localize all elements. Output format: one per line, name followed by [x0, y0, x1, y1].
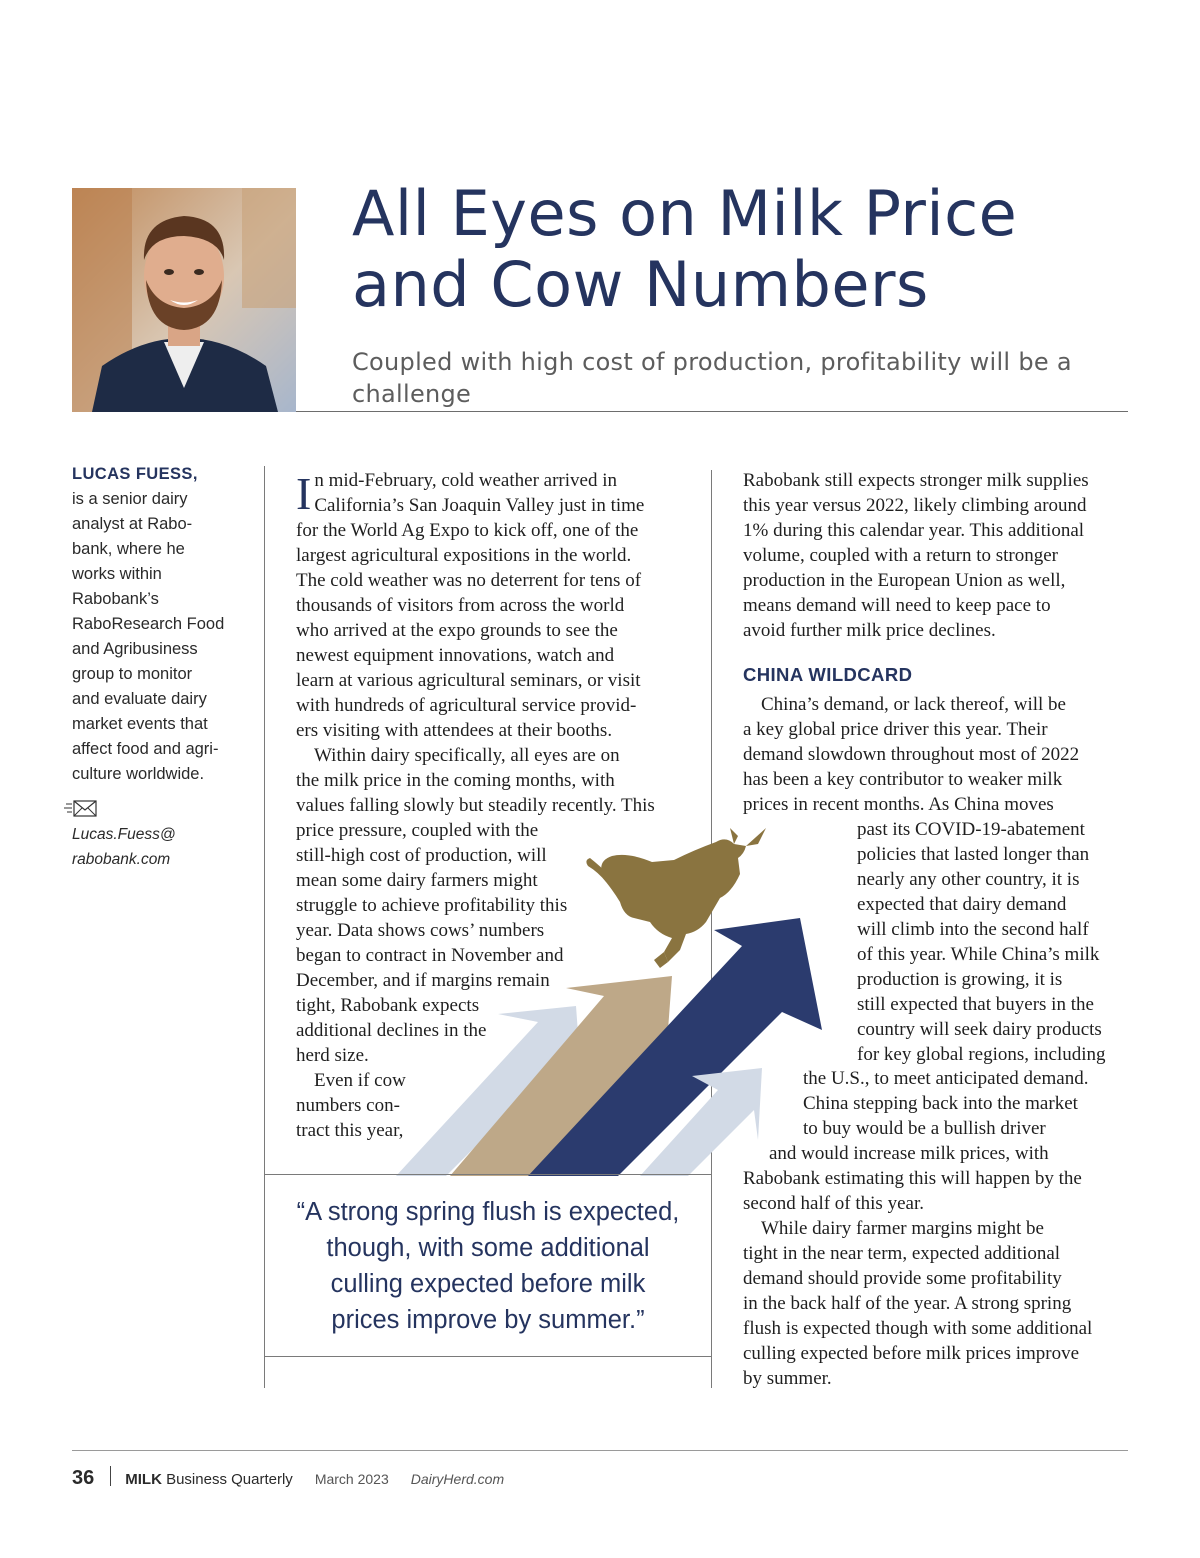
email-line-2: rabobank.com — [72, 851, 171, 868]
paragraph-line: and would increase milk prices, with — [769, 1143, 1049, 1164]
paragraph-line: to buy would be a bullish driver — [803, 1118, 1046, 1139]
paragraph-line: values falling slowly but steadily recently. This — [296, 795, 655, 816]
bio-line: and evaluate dairy — [72, 690, 207, 708]
paragraph-line: still-high cost of production, will — [296, 845, 547, 866]
column-2-intro — [743, 468, 1089, 643]
paragraph-line: China stepping back into the market — [803, 1093, 1078, 1114]
bull-illustration — [586, 828, 766, 968]
paragraph-line: policies that lasted longer than — [857, 844, 1090, 865]
paragraph-line: will climb into the second half — [857, 919, 1089, 940]
bio-line: RaboResearch Food — [72, 615, 225, 633]
paragraph-line: volume, coupled with a return to stronger — [743, 545, 1059, 566]
column-2-conclusion — [743, 1166, 1092, 1391]
paragraph-line: still expected that buyers in the — [857, 994, 1094, 1015]
section-heading: CHINA WILDCARD — [743, 664, 913, 685]
header-divider — [296, 411, 1128, 412]
paragraph-line: flush is expected though with some additional — [743, 1318, 1093, 1339]
paragraph-line: The cold weather was no deterrent for tens of — [296, 570, 642, 591]
footer-separator — [110, 1466, 111, 1486]
bio-line: affect food and agri- — [72, 740, 219, 758]
paragraph-line: tight, Rabobank expects — [296, 995, 480, 1016]
paragraph-line: newest equipment innovations, watch and — [296, 645, 615, 666]
paragraph-line: production is growing, it is — [857, 969, 1063, 990]
page-number: 36 — [72, 1467, 95, 1489]
author-email[interactable] — [72, 822, 247, 872]
paragraph-line: means demand will need to keep pace to — [743, 595, 1051, 616]
paragraph-line: the milk price in the coming months, with — [296, 770, 615, 791]
paragraph-line: who arrived at the expo grounds to see the — [296, 620, 618, 641]
author-name: LUCAS FUESS, — [72, 465, 198, 483]
bio-line: culture worldwide. — [72, 765, 205, 783]
article-title — [352, 178, 1152, 320]
paragraph-line: by summer. — [743, 1368, 832, 1389]
bio-text — [72, 487, 247, 787]
bio-line: Rabobank’s — [72, 590, 159, 608]
paragraph-line: expected that dairy demand — [857, 894, 1067, 915]
paragraph-line: mean some dairy farmers might — [296, 870, 538, 891]
paragraph-line: ers visiting with attendees at their booths. — [296, 720, 613, 741]
paragraph-line: production in the European Union as well, — [743, 570, 1066, 591]
magazine-name-bold: MILK — [125, 1471, 162, 1488]
paragraph-line: learn at various agricultural seminars, or visit — [296, 670, 641, 691]
quote-line-2: though, with some additional — [326, 1234, 650, 1262]
paragraph-line: price pressure, coupled with the — [296, 820, 539, 841]
bio-line: group to monitor — [72, 665, 193, 683]
paragraph-line: demand should provide some profitability — [743, 1268, 1062, 1289]
rising-arrows-illustration — [396, 818, 832, 1176]
title-line-1: All Eyes on Milk Price — [352, 177, 1018, 250]
paragraph-line: n mid-February, cold weather arrived in — [314, 470, 617, 491]
website-link[interactable]: DairyHerd.com — [410, 1471, 505, 1487]
magazine-name-rest: Business Quarterly — [161, 1471, 293, 1488]
column-2-china-intro — [743, 692, 1079, 817]
drop-cap: I — [296, 468, 312, 519]
paragraph-line: demand slowdown throughout most of 2022 — [743, 744, 1080, 765]
paragraph-line: of this year. While China’s milk — [857, 944, 1100, 965]
paragraph-line: the U.S., to meet anticipated demand. — [803, 1068, 1089, 1089]
paragraph-line: tract this year, — [296, 1120, 404, 1141]
pull-quote — [266, 1194, 710, 1338]
paragraph-line: this year versus 2022, likely climbing around — [743, 495, 1087, 516]
paragraph-line: began to contract in November and — [296, 945, 564, 966]
paragraph-line: second half of this year. — [743, 1193, 924, 1214]
email-line-1: Lucas.Fuess@ — [72, 826, 176, 843]
paragraph-line: prices in recent months. As China moves — [743, 794, 1054, 815]
paragraph-line: Rabobank estimating this will happen by the — [743, 1168, 1082, 1189]
column-rule-left — [264, 466, 265, 1388]
author-bio — [72, 462, 247, 787]
article-subtitle: Coupled with high cost of production, profitability will be a challenge — [352, 348, 1072, 408]
paragraph-line: China’s demand, or lack thereof, will be — [761, 694, 1066, 715]
magazine-name — [125, 1471, 293, 1488]
column-2-wrap-text — [857, 817, 1106, 1067]
author-photo — [72, 188, 296, 412]
paragraph-line: Even if cow — [314, 1070, 406, 1091]
paragraph-line: While dairy farmer margins might be — [761, 1218, 1044, 1239]
quote-line-1: “A strong spring flush is expected, — [296, 1198, 680, 1226]
paragraph-line: Within dairy specifically, all eyes are on — [314, 745, 620, 766]
paragraph-line: for key global regions, including — [857, 1044, 1106, 1065]
bio-line: market events that — [72, 715, 208, 733]
bio-line: bank, where he — [72, 540, 185, 558]
paragraph-line: a key global price driver this year. Their — [743, 719, 1048, 740]
paragraph-line: struggle to achieve profitability this — [296, 895, 568, 916]
column-2-wrap-text-2 — [803, 1066, 1088, 1141]
paragraph-line: Rabobank still expects stronger milk supplies — [743, 470, 1089, 491]
paragraph-line: nearly any other country, it is — [857, 869, 1080, 890]
paragraph-line: additional declines in the — [296, 1020, 487, 1041]
bio-line: works within — [72, 565, 162, 583]
paragraph-line: California’s San Joaquin Valley just in time — [314, 495, 645, 516]
bio-line: and Agribusiness — [72, 640, 198, 658]
issue-date: March 2023 — [314, 1471, 389, 1487]
paragraph-line: 1% during this calendar year. This additional — [743, 520, 1085, 541]
paragraph-line: past its COVID-19-abatement — [857, 819, 1085, 840]
title-line-2: and Cow Numbers — [352, 248, 929, 321]
quote-rule-bottom — [264, 1356, 711, 1357]
paragraph-line: in the back half of the year. A strong spring — [743, 1293, 1072, 1314]
paragraph-line: culling expected before milk prices improve — [743, 1343, 1080, 1364]
paragraph-line: year. Data shows cows’ numbers — [296, 920, 545, 941]
paragraph-line: thousands of visitors from across the world — [296, 595, 625, 616]
paragraph-line: with hundreds of agricultural service provid- — [296, 695, 637, 716]
quote-line-4: prices improve by summer.” — [331, 1306, 645, 1334]
paragraph-line: December, and if margins remain — [296, 970, 550, 991]
bio-line: is a senior dairy — [72, 490, 188, 508]
quote-rule-top — [264, 1174, 711, 1175]
quote-line-3: culling expected before milk — [330, 1270, 646, 1298]
paragraph-line: largest agricultural expositions in the world. — [296, 545, 632, 566]
paragraph-line: avoid further milk price declines. — [743, 620, 996, 641]
paragraph-line: tight in the near term, expected additional — [743, 1243, 1061, 1264]
paragraph-line: has been a key contributor to weaker milk — [743, 769, 1063, 790]
mail-icon — [64, 798, 100, 820]
paragraph-line: numbers con- — [296, 1095, 400, 1116]
footer-divider — [72, 1450, 1128, 1451]
paragraph-line: for the World Ag Expo to kick off, one of the — [296, 520, 639, 541]
paragraph-line: country will seek dairy products — [857, 1019, 1102, 1040]
paragraph-line: herd size. — [296, 1045, 369, 1066]
bio-line: analyst at Rabo- — [72, 515, 193, 533]
page-footer — [72, 1466, 504, 1490]
